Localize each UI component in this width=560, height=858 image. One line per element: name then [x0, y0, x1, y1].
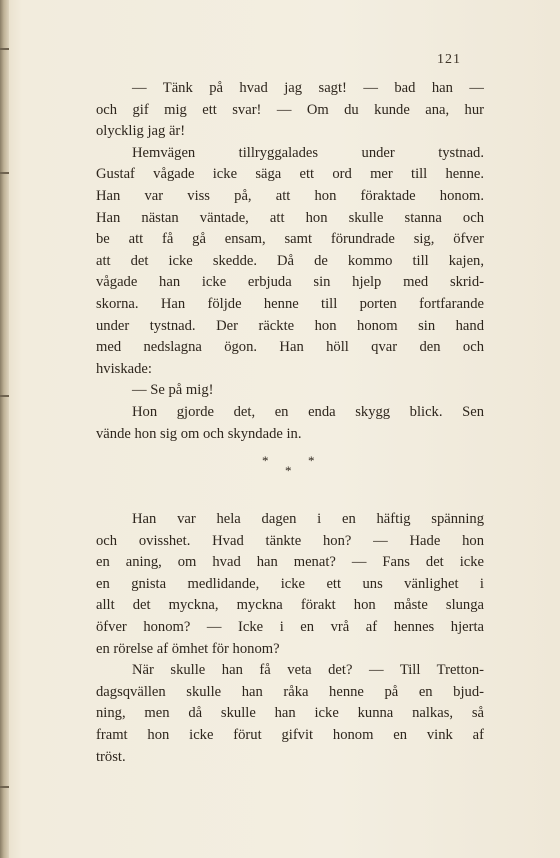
page-binding: [0, 0, 9, 858]
text-section-bottom: [96, 509, 484, 768]
text-line: en rörelse af ömhet för honom?: [96, 640, 280, 657]
text-line: hviskade:: [96, 360, 152, 377]
text-line: en gnista medlidande, icke ett uns vänlighet i: [96, 575, 484, 592]
binding-mark: [0, 172, 9, 174]
text-line: framt hon icke förut gifvit honom en vink af: [96, 727, 484, 744]
page-text: [96, 78, 484, 768]
separator-star: *: [285, 463, 292, 479]
text-line: att det icke skedde. Då de kommo till kajen,: [96, 252, 484, 269]
text-line: och ovisshet. Hvad tänkte hon? — Hade hon: [96, 532, 484, 549]
text-section-top: [96, 78, 484, 445]
text-line: — Tänk på hvad jag sagt! — bad han —: [132, 80, 484, 96]
text-line: och gif mig ett svar! — Om du kunde ana, hur: [96, 101, 484, 118]
text-line: tröst.: [96, 748, 126, 765]
text-line: Han var viss på, att hon föraktade honom.: [96, 187, 484, 204]
text-line: be att få gå ensam, samt förundrade sig, öfver: [96, 231, 484, 248]
paragraph: [96, 402, 484, 445]
paragraph: [96, 509, 484, 660]
separator-star: *: [308, 453, 315, 469]
text-line: öfver honom? — Icke i en vrå af hennes hjerta: [96, 619, 484, 636]
page-number: 121: [437, 52, 461, 67]
text-line: Gustaf vågade icke säga ett ord mer till henne.: [96, 166, 484, 183]
text-line: vågade han icke erbjuda sin hjelp med skrid-: [96, 274, 484, 291]
binding-mark: [0, 48, 9, 50]
text-line: vände hon sig om och skyndade in.: [96, 425, 302, 442]
text-line: under tystnad. Der räckte hon honom sin hand: [96, 317, 484, 334]
binding-mark: [0, 395, 9, 397]
text-line: med nedslagna ögon. Han höll qvar den och: [96, 339, 484, 356]
binding-mark: [0, 786, 9, 788]
section-separator: [96, 451, 484, 495]
text-line: Hemvägen tillryggalades under tystnad.: [132, 144, 484, 161]
separator-star: *: [262, 453, 269, 469]
text-line: ning, men då skulle han icke kunna nalkas, så: [96, 705, 484, 722]
paragraph: [96, 380, 484, 402]
text-line: en aning, om hvad han menat? — Fans det icke: [96, 554, 484, 571]
text-line: skorna. Han följde henne till porten fortfarande: [96, 295, 484, 312]
text-line: När skulle han få veta det? — Till Tretton-: [132, 662, 484, 679]
text-line: — Se på mig!: [132, 382, 214, 399]
paragraph: [96, 143, 484, 381]
text-line: Han var hela dagen i en häftig spänning: [132, 511, 484, 528]
text-line: olycklig jag är!: [96, 123, 186, 140]
paragraph: [96, 78, 484, 143]
text-line: Hon gjorde det, en enda skygg blick. Sen: [132, 403, 484, 420]
text-line: dagsqvällen skulle han råka henne på en bjud-: [96, 683, 484, 700]
paragraph: [96, 660, 484, 768]
text-line: Han nästan väntade, att hon skulle stanna och: [96, 209, 484, 226]
text-line: allt det myckna, myckna förakt hon måste slunga: [96, 597, 484, 614]
